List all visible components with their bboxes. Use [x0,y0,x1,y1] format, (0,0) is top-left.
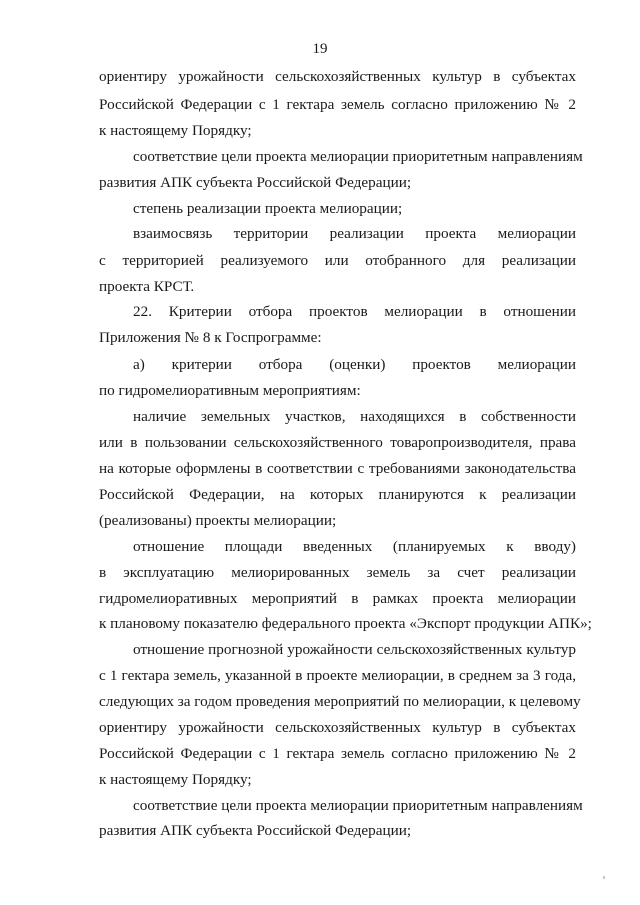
text-line: отношение площади введенных (планируемых к вводу) [133,538,576,555]
text-line: к настоящему Порядку; [99,122,252,139]
text-line: (реализованы) проекты мелиорации; [99,512,337,529]
text-line: Российской Федерации, на которых планируются к реализации [99,486,576,503]
text-line: а) критерии отбора (оценки) проектов мелиорации [133,356,576,373]
text-line: взаимосвязь территории реализации проекта мелиорации [133,225,576,242]
text-line: с территорией реализуемого или отобранного для реализации [99,252,576,269]
text-line: в эксплуатацию мелиорированных земель за счет реализации [99,564,576,581]
text-line: с 1 гектара земель, указанной в проекте мелиорации, в среднем за 3 года, [99,667,576,684]
text-line: Российской Федерации с 1 гектара земель согласно приложению № 2 [99,745,576,762]
text-line: к плановому показателю федерального проекта «Экспорт продукции АПК»; [99,615,592,632]
text-line: или в пользовании сельскохозяйственного товаропроизводителя, права [99,434,576,451]
text-line: Российской Федерации с 1 гектара земель согласно приложению № 2 [99,96,576,113]
text-line: развития АПК субъекта Российской Федерации; [99,174,412,191]
text-line: ориентиру урожайности сельскохозяйственных культур в субъектах [99,719,576,736]
text-line: 22. Критерии отбора проектов мелиорации в отношении [133,303,576,320]
text-line: следующих за годом проведения мероприятий по мелиорации, к целевому [99,693,581,710]
text-line: развития АПК субъекта Российской Федерации; [99,822,412,839]
text-line: на которые оформлены в соответствии с требованиями законодательства [99,460,576,477]
page-number: 19 [312,41,328,57]
text-line: Приложения № 8 к Госпрограмме: [99,329,322,346]
scan-speck [603,876,605,879]
text-line: проекта КРСТ. [99,278,195,295]
text-line: гидромелиоративных мероприятий в рамках проекта мелиорации [99,590,576,607]
text-line: соответствие цели проекта мелиорации приоритетным направлениям [133,148,583,165]
text-line: ориентиру урожайности сельскохозяйственных культур в субъектах [99,68,576,85]
text-line: наличие земельных участков, находящихся в собственности [133,408,576,425]
text-line: соответствие цели проекта мелиорации приоритетным направлениям [133,797,583,814]
text-line: отношение прогнозной урожайности сельскохозяйственных культур [133,641,576,658]
text-line: к настоящему Порядку; [99,771,252,788]
text-line: степень реализации проекта мелиорации; [133,200,403,217]
text-line: по гидромелиоративным мероприятиям: [99,382,361,399]
